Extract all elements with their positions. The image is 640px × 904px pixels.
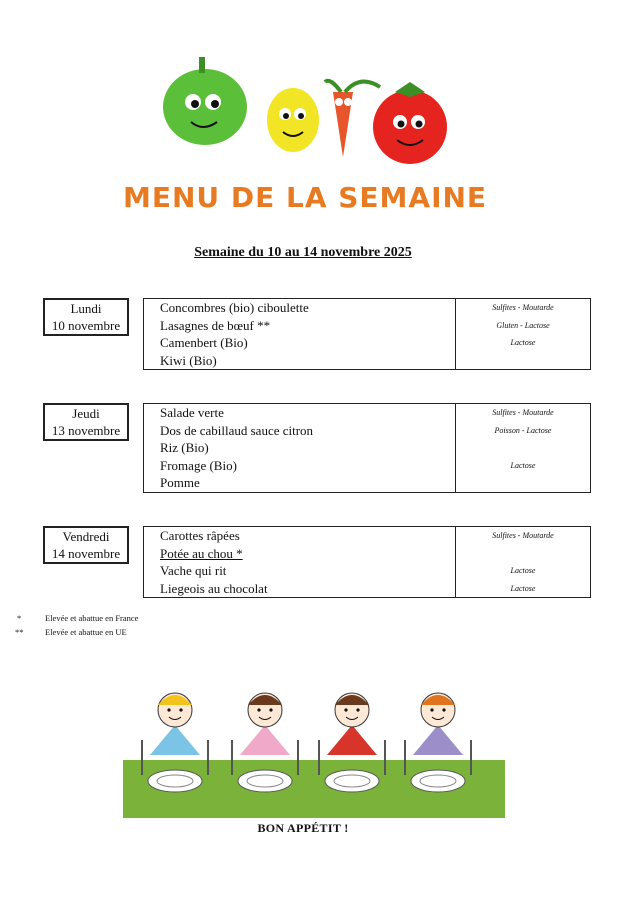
week-title: Semaine du 10 au 14 novembre 2025 — [194, 245, 412, 260]
day-label — [43, 298, 129, 336]
dish-item: Carottes râpées — [160, 528, 240, 543]
dish-item: Lasagnes de bœuf ** — [160, 317, 271, 333]
day-label — [43, 403, 129, 441]
child-icon — [405, 693, 471, 792]
allergen-item — [456, 352, 590, 370]
bon-appetit-text: BON APPÉTIT ! — [257, 821, 349, 835]
allergen-item: Gluten - Lactose — [496, 320, 550, 330]
tomato-icon — [373, 82, 447, 164]
allergen-item — [456, 439, 590, 457]
allergens-column — [456, 299, 590, 369]
footnote-text: Elevée et abattue en UE — [45, 627, 127, 637]
day-date: 13 novembre — [51, 423, 121, 438]
day-label — [43, 526, 129, 564]
footnote-mark: * — [17, 613, 22, 623]
dish-item: Riz (Bio) — [160, 440, 209, 455]
carrot-icon — [325, 81, 380, 157]
children-at-table-illustration — [120, 680, 510, 820]
menu-table — [143, 403, 591, 493]
dish-item: Dos de cabillaud sauce citron — [160, 422, 314, 438]
pepper-icon — [163, 57, 247, 145]
child-icon — [232, 693, 298, 792]
day-name: Vendredi — [62, 529, 110, 544]
logo-text: MENU DE LA SEMAINE — [122, 181, 488, 214]
menu-table — [143, 298, 591, 370]
child-icon — [319, 693, 385, 792]
allergen-item: Sulfites - Moutarde — [492, 303, 554, 312]
dish-item: Camenbert (Bio) — [160, 335, 248, 350]
allergen-item: Sulfites - Moutarde — [492, 531, 554, 540]
day-date: 14 novembre — [51, 546, 121, 561]
dish-item: Vache qui rit — [160, 563, 227, 578]
allergen-item: Lactose — [510, 460, 536, 470]
dish-item: Liegeois au chocolat — [160, 580, 268, 596]
menu-table — [143, 526, 591, 598]
allergen-item — [456, 545, 590, 563]
dishes-column — [144, 299, 456, 369]
dish-item: Fromage (Bio) — [160, 457, 237, 473]
lemon-icon — [267, 88, 319, 152]
allergen-item: Poisson - Lactose — [494, 425, 552, 435]
day-name: Jeudi — [72, 406, 100, 421]
allergen-item: Lactose — [510, 338, 536, 347]
footnote-mark: ** — [15, 627, 24, 637]
dishes-column — [144, 527, 456, 597]
child-icon — [142, 693, 208, 792]
allergens-column — [456, 404, 590, 492]
allergen-item: Lactose — [510, 566, 536, 575]
dish-item: Kiwi (Bio) — [160, 352, 217, 368]
dish-item: Potée au chou * — [160, 545, 243, 561]
allergens-column — [456, 527, 590, 597]
dish-item: Pomme — [160, 475, 200, 490]
day-date: 10 novembre — [51, 318, 121, 333]
dishes-column — [144, 404, 456, 492]
allergen-item: Sulfites - Moutarde — [492, 408, 554, 417]
footnotes — [0, 613, 300, 643]
dish-item: Concombres (bio) ciboulette — [160, 300, 309, 315]
day-name: Lundi — [70, 301, 102, 316]
footnote-text: Elevée et abattue en France — [45, 613, 139, 623]
fruits-logo-illustration — [122, 52, 488, 217]
allergen-item — [456, 474, 590, 492]
allergen-item: Lactose — [510, 583, 536, 593]
dish-item: Salade verte — [160, 405, 224, 420]
